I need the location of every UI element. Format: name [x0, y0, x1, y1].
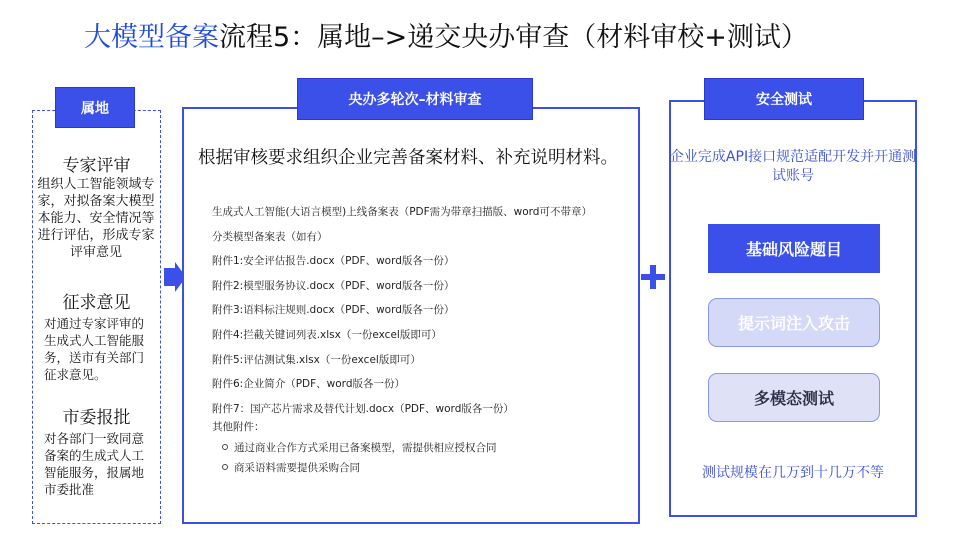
other-attachments-label: 其他附件：: [212, 421, 265, 433]
other-attachment-item: [222, 460, 360, 475]
left-section-3-body: 对各部门一致同意备案的生成式人工智能服务，报属地市委批准: [44, 431, 145, 497]
left-section-1-body: 组织人工智能领域专家，对拟备案大模型本能力、安全情况等进行评估，形成专家评审意见: [37, 177, 155, 260]
plus-icon: [641, 264, 665, 290]
right-description: 企业完成API接口规范适配开发并开通测试账号: [669, 149, 917, 184]
basic-risk-questions-box: 基础风险题目: [708, 224, 880, 273]
other-attachment-text: 商采语料需要提供采购合同: [234, 462, 360, 474]
title-highlight: 大模型备案: [84, 22, 219, 53]
right-footer: 测试规模在几万到十几万不等: [702, 465, 884, 481]
list-item: 附件4:拦截关键词列表.xlsx（一份excel版即可）: [212, 328, 442, 341]
list-item: 附件3:语料标注规则.docx（PDF、word版各一份）: [212, 304, 455, 317]
prompt-injection-box: 提示词注入攻击: [708, 298, 880, 347]
list-item: 附件7：国产芯片需求及替代计划.docx（PDF、word版各一份）: [212, 402, 514, 415]
middle-heading: 根据审核要求组织企业完善备案材料、补充说明材料。: [198, 148, 618, 168]
left-section-3-title: 市委报批: [62, 408, 131, 428]
list-item: 附件5:评估测试集.xlsx（一份excel版即可）: [212, 353, 421, 366]
title-rest: 流程5：属地–>递交央办审查（材料审校+测试）: [219, 22, 808, 53]
bullet-icon: [222, 464, 228, 470]
list-item: 附件1:安全评估报告.docx（PDF、word版各一份）: [212, 255, 455, 268]
other-attachment-text: 通过商业合作方式采用已备案模型，需提供相应授权合同: [234, 442, 497, 454]
right-tab: 安全测试: [704, 78, 864, 120]
list-item: 分类模型备案表（如有）: [212, 230, 328, 243]
left-section-1-title: 专家评审: [62, 156, 131, 176]
middle-tab: 央办多轮次–材料审查: [297, 78, 533, 120]
left-tab: 属地: [55, 87, 135, 128]
page-title: [84, 18, 808, 58]
left-section-2-body: 对通过专家评审的生成式人工智能服务，送市有关部门征求意见。: [44, 316, 145, 382]
list-item: 附件2:模型服务协议.docx（PDF、word版各一份）: [212, 279, 455, 292]
list-item: 附件6:企业简介（PDF、word版各一份）: [212, 378, 405, 391]
list-item: 生成式人工智能(大语言模型)上线备案表（PDF需为带章扫描版、word可不带章）: [212, 206, 592, 218]
multimodal-test-box: 多模态测试: [708, 373, 880, 422]
material-list: [212, 204, 632, 425]
other-attachment-item: [222, 440, 497, 455]
left-section-2-title: 征求意见: [62, 293, 131, 313]
bullet-icon: [222, 444, 228, 450]
